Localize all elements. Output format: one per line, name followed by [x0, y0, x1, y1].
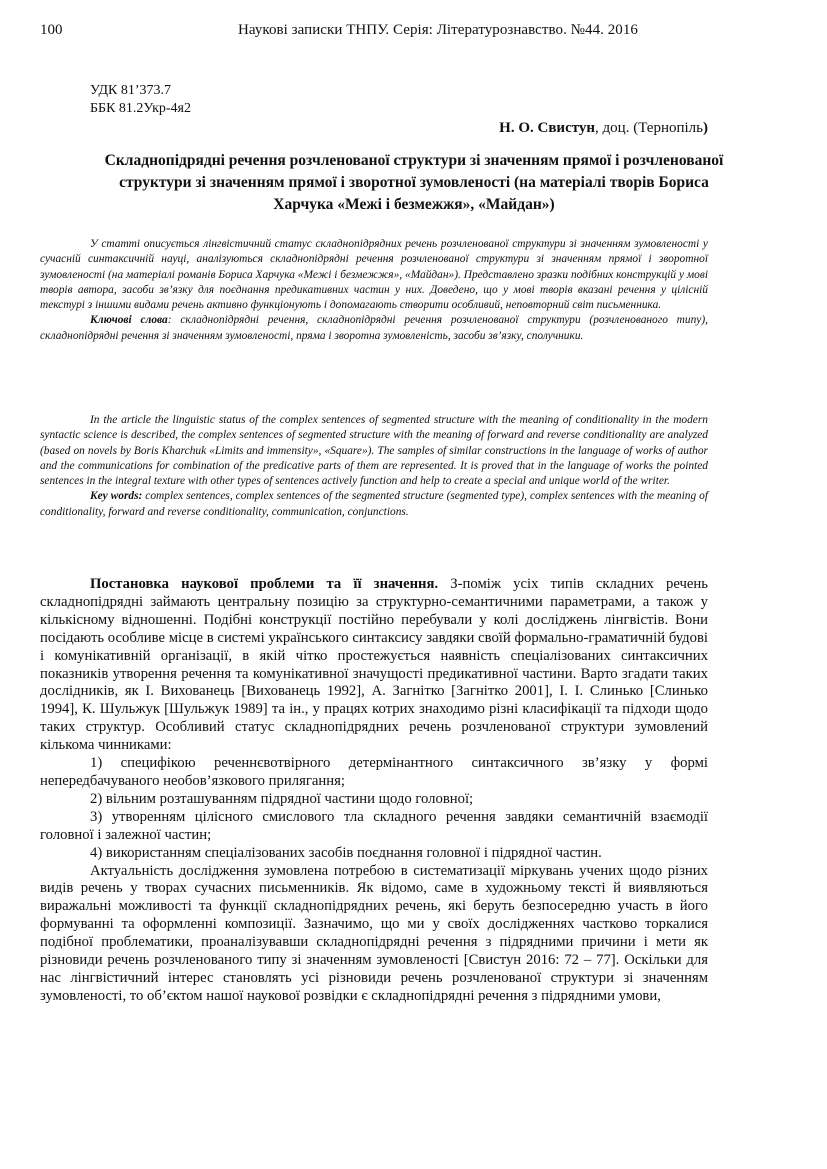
list-item-4: 4) використанням спеціалізованих засобів поєднання головної і підрядної частин. [90, 844, 602, 861]
author-name: Н. О. Свистун [499, 120, 596, 136]
abstract-ua-text: У статті описується лінгвістичний статус складнопідрядних речень розчленованої структури зі значенням зумовленості у сучасній синтаксичній науці, аналізуються складнопідрядні речення розчленованої структури зі значенням прямої і зворотної зумовленості (на матеріалі романів Бориса Харчука «Межі і безмежжя», «Майдан»). Представлено зразки подібних конструкцій у мові творів автора, засоби зв’язку для поєднання предикативних частин у них. Доведено, що у мові творів вказані речення у цілісній текстурі з іншими видами речень активно функціонують і допомагають створити особливий, неповторний світ письменника. [40, 238, 708, 312]
abstract-english [40, 413, 708, 520]
key-words-text: complex sentences, complex sentences of the segmented structure (segmented type), complex sentences with the meaning of conditionality, forward and reverse conditionality, communication, conjunctions. [40, 490, 708, 518]
author-affiliation: , доц. (Тернопіль [595, 120, 703, 136]
udk-code: УДК 81’373.7 [90, 83, 172, 98]
section-heading: Постановка наукової проблеми та її значення. [90, 576, 439, 592]
author-close-paren: ) [703, 120, 708, 136]
title-line-2: структури зі значенням прямої і зворотної зумовленості (на матеріалі творів Бориса [119, 174, 709, 191]
paragraph-1-text: З-поміж усіх типів складних речень складнопідрядні займають центральну позицію за структурно-семантичними параметрами, а також у кількісному відношенні. Подібні конструкції постійно перебували у колі досліджень лінгвістів. Вони посідають особливе місце в системі українського синтаксису завдяки своїй формально-граматичній будові і комунікативній організації, в якій чітко простежується наявність спеціалізованих синтаксичних показників утворення речення та комунікативної значущості предикативної частини. Варто згадати таких дослідників, як І. Вихованець [Вихованець 1992], А. Загнітко [Загнітко 2001], І. І. Слинько [Слинько 1994], К. Шульжук [Шульжук 1989] та ін., у працях котрих знаходимо різні класифікації та підходи щодо таких структур. Особливий статус складнопідрядних речень розчленованої структури зумовлений кількома чинниками: [40, 576, 708, 754]
list-item-3: 3) утворенням цілісного смислового тла складного речення завдяки семантичній взаємодії головної і залежної частин; [40, 808, 708, 843]
keywords-text: : складнопідрядні речення, складнопідрядні речення розчленованої структури (розчленованого типу), складнопідрядні речення зі значенням зумовленості, пряма і зворотна зумовленість, засоби зв’язку, сполучники. [40, 314, 708, 342]
list-item-1: 1) специфікою реченнєвотвірного детермінантного синтаксичного зв’язку у формі непередбачуваного необов’язкового прилягання; [40, 755, 708, 789]
keywords-label: Ключові слова [90, 314, 168, 327]
body-paragraph-1 [40, 576, 708, 755]
running-head: Наукові записки ТНПУ. Серія: Літературознавство. №44. 2016 [238, 22, 638, 38]
body-paragraph-2: Актуальність дослідження зумовлена потребою в систематизації міркувань учених щодо різних видів речень у творах сучасних письменників. Як відомо, саме в художньому тексті й виявляються виражальні можливості та функції складнопідрядних речень, які беруть безпосередню участь в його формуванні та оформленні композиції. Зазначимо, що ми у своїх дослідженнях частково торкалися подібної проблематики, проаналізувавши складнопідрядні речення з підрядними причини і мети як різновиди речень розчленованого типу зі значенням зумовленості [Свистун 2016: 72 – 77]. Оскільки для нас лінгвістичний інтерес становлять усі різновиди речень розчленованої структури зі значенням зумовленості, то об’єктом нашої наукової розвідки є складнопідрядні речення з підрядними умови, [40, 862, 708, 1004]
list-item-2: 2) вільним розташуванням підрядної частини щодо головної; [90, 790, 474, 807]
title-line-1: Складнопідрядні речення розчленованої структури зі значенням прямої і розчленованої [104, 152, 724, 169]
bbk-code: ББК 81.2Укр-4я2 [90, 101, 192, 116]
page-number: 100 [40, 22, 63, 38]
article-body [40, 576, 708, 1006]
abstract-en-text: In the article the linguistic status of the complex sentences of segmented structure with the meaning of conditionality in the modern syntactic science is described, the complex sentences of segmented structure with the meaning of forward and reverse conditionality are analyzed (based on novels by Boris Kharchuk «Limits and immensity», «Square»). The samples of similar constructions in the language of works of author and the communications for combination of the predicative parts of them are represented. It is proved that in the language of works the pointed sentences in the integral texture with other types of sentences actively function and help to create a special and unique world of the writer. [40, 414, 708, 488]
abstract-en-keywords [40, 489, 708, 520]
abstract-ua-keywords [40, 313, 708, 344]
classification-codes [90, 82, 191, 118]
article-title [40, 150, 788, 216]
title-line-3: Харчука «Межі і безмежжя», «Майдан») [273, 196, 555, 213]
author-line [499, 120, 708, 137]
abstract-ukrainian [40, 237, 708, 344]
key-words-label: Key words: [90, 490, 143, 503]
